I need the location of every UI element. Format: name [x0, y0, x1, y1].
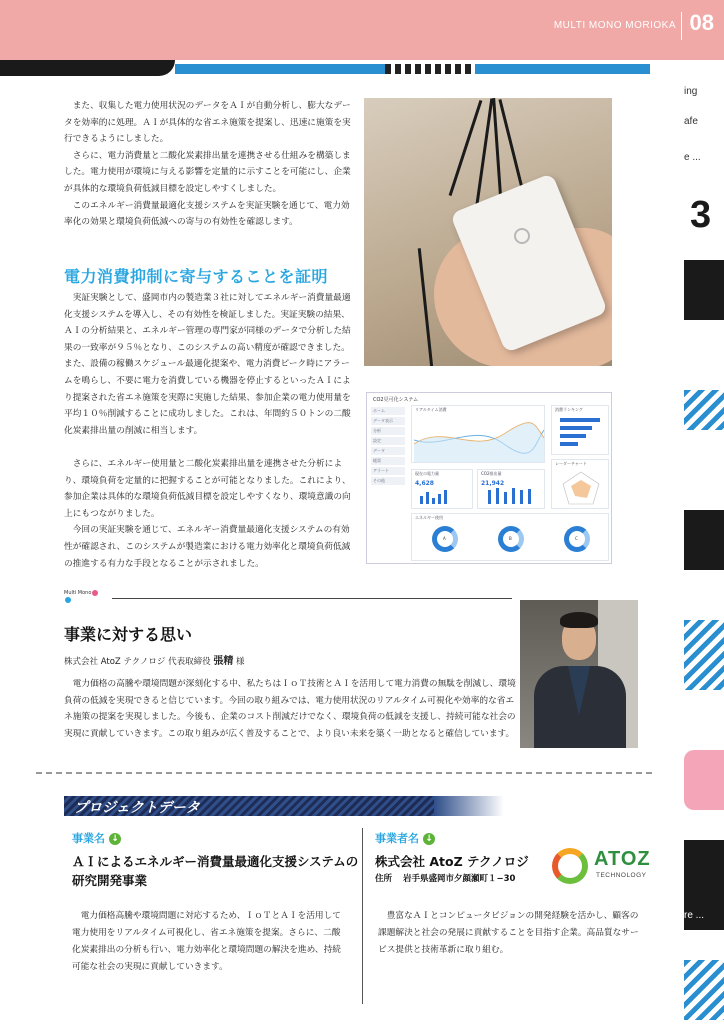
edge-zigzag: [684, 390, 724, 430]
header-band: [0, 0, 724, 60]
company-address: [375, 872, 515, 884]
project-description: [72, 908, 348, 976]
dashboard-sidebar: [371, 407, 405, 483]
project-data-heading: プロジェクトデータ: [74, 800, 200, 816]
byline-company-role: 株式会社 AtoZ テクノロジ 代表取締役: [64, 657, 211, 667]
dashboard-card-title: エネルギー使用: [415, 515, 443, 520]
company-description-text: 豊富なＡＩとコンピュータビジョンの開発経験を活かし、顧客の課題解決と社会の発展に貢献することを目指す企業。高品質なサービス提供と技術革新に取り組む。: [378, 911, 639, 955]
dashboard-radar-card: [551, 459, 609, 509]
section-heading-proof: 電力消費抑制に寄与することを証明: [64, 267, 329, 286]
project-name-label-row: [72, 830, 121, 846]
section1-text-part2: [64, 456, 358, 572]
section1-paragraph-3: 今回の実証実験を通じて、エネルギー消費量最適化支援システムの有効性が確認され、このシステムが製造業における電力効率化と環境負荷低減の推進する有力な手段となることが示されました。: [64, 525, 351, 569]
dashboard-title: CO2見可化システム: [373, 397, 419, 403]
decor-blue-bar-2: [475, 64, 650, 74]
dashboard-menu-item: アラート: [371, 467, 405, 475]
atoz-logo-sub: TECHNOLOGY: [596, 872, 647, 879]
dashboard-menu-item: 分析: [371, 427, 405, 435]
dashboard-ring-label: C: [575, 536, 578, 541]
dashboard-menu-item: 設定: [371, 437, 405, 445]
dashboard-value: 21,942: [481, 480, 505, 487]
intro-paragraph-1: また、収集した電力使用状況のデータをＡＩが自動分析し、膨大なデータを効率的に処理。ＡＩが具体的な省エネ施策を提案し、迅速に施策を実行できるようにしました。: [64, 101, 351, 145]
dashboard-ring-label: A: [443, 536, 446, 541]
dashboard-card-title: 消費ランキング: [555, 407, 583, 412]
byline-person: 張精: [213, 656, 234, 667]
intro-text: [64, 98, 356, 231]
decor-blue-bar: [175, 64, 385, 74]
column-divider: [362, 828, 363, 1004]
message-paragraph: 電力価格の高騰や環境問題が深刻化する中、私たちはＩｏＴ技術とＡＩを活用して電力消費の無駄を削減し、環境負荷の低減を実現できると信じています。今回の取り組みでは、電力使用状況のリアルタイム可視化や効率的な省エネ施策の提案を実現しました。今後も、企業のコスト削減だけでなく、環境負荷の低減を支援し、持続可能な社会の実現に貢献していきます。この取り組みが広く普及することで、より良い未来を築く一助となると確信しています。: [64, 679, 516, 739]
address-label: 住所: [375, 874, 393, 884]
edge-black-block: [684, 260, 724, 320]
message-heading: 事業に対する思い: [64, 625, 193, 644]
download-arrow-icon: ↓: [109, 833, 121, 845]
project-name-label: 事業名: [72, 832, 105, 845]
section1-paragraph-2: さらに、エネルギー使用量と二酸化炭素排出量を連携させた分析により、環境負荷を定量的に把握することが可能となりました。これにより、参加企業は具体的な環境負荷低減目標を設定しやすくなり、環境意識の向上にもつながりました。: [64, 459, 351, 519]
next-page-edge: [666, 60, 724, 1024]
edge-zigzag-2: [684, 620, 724, 690]
ceo-portrait: [520, 600, 638, 748]
dashboard-value-card-2: [477, 469, 545, 509]
edge-text-2: afe: [684, 116, 698, 127]
edge-pink-shape: [684, 750, 724, 810]
decorative-strip: [0, 60, 650, 86]
dashboard-card-title: 現在の電力量: [415, 471, 439, 476]
section1-text-part1: [64, 290, 358, 439]
edge-digit: 3: [690, 194, 712, 236]
message-body: [64, 676, 516, 742]
dashboard-ranking-card: [551, 405, 609, 455]
dashboard-value: 4,628: [415, 480, 434, 487]
dashboard-card-title: CO2排出量: [481, 471, 502, 476]
project-description-text: 電力価格高騰や環境問題に対応するため、ＩｏＴとＡＩを活用して電力使用をリアルタイム可視化し、省エネ施策を提案。さらに、二酸化炭素排出の分析も行い、電力効率化と環境問題の解決を進め、持続可能な社会の実現に貢献していきます。: [72, 911, 341, 972]
message-byline: [64, 652, 245, 667]
download-arrow-icon: ↓: [423, 833, 435, 845]
company-name: 株式会社 AtoZ テクノロジ: [375, 854, 529, 869]
dashboard-ring-label: B: [509, 536, 512, 541]
operator-label: 事業者名: [375, 832, 419, 845]
edge-text-1: ing: [684, 86, 698, 97]
byline-honorific: 様: [236, 657, 245, 667]
magazine-title: MULTI MONO MORIOKA: [553, 20, 676, 31]
project-name: ＡＩによるエネルギー消費量最適化支援システムの研究開発事業: [72, 854, 359, 888]
dashboard-screenshot: [366, 392, 612, 564]
dashboard-card-title: レーダーチャート: [555, 461, 587, 466]
address-value: 岩手県盛岡市夕顔瀬町１−30: [402, 874, 516, 884]
dashboard-menu-item: その他: [371, 477, 405, 485]
edge-text-4: re ...: [684, 910, 705, 921]
dashboard-radar-chart: [561, 470, 601, 506]
atoz-logo: [552, 846, 662, 886]
decor-black-shape: [0, 60, 175, 76]
atoz-logo-mark-icon: [552, 848, 588, 884]
intro-paragraph-2: さらに、電力消費量と二酸化炭素排出量を連携させる仕組みを構築しました。電力使用が環境に与える影響を定量的に示すことを可能にし、企業が具体的な環境負荷低減目標を設定しやすくしました。: [64, 150, 351, 194]
operator-label-row: [375, 830, 435, 846]
intro-paragraph-3: このエネルギー消費量最適化支援システムを実証実験を通じて、電力効率化の効果と環境負荷低減への寄与の有効性を確認します。: [64, 200, 350, 228]
dashboard-ring-card: [411, 513, 609, 561]
dashboard-value-card: [411, 469, 473, 509]
page-number: 08: [689, 10, 714, 35]
edge-black-block-2: [684, 510, 724, 570]
project-data-banner-fade: [434, 796, 504, 816]
dashboard-menu-item: 帳票: [371, 457, 405, 465]
atoz-logo-word: ATOZ: [594, 848, 651, 870]
header-divider: [681, 12, 682, 40]
dashboard-menu-item: データ: [371, 447, 405, 455]
dashboard-line-card: [411, 405, 545, 463]
mini-logo-text: Multi Mono: [64, 590, 92, 596]
dashboard-card-title: リアルタイム消費: [415, 407, 447, 412]
edge-text-3: e ...: [684, 152, 701, 163]
decor-striped-bar: [385, 64, 475, 74]
section1-paragraph-1: 実証実験として、盛岡市内の製造業３社に対してエネルギー消費量最適化支援システムを導入し、その有効性を検証しました。実証実験の結果、ＡＩの分析結果と、エネルギー管理の専門家が同様のデータで分析した結果の一致率が９５％となり、このシステムの高い精度が確認できました。また、設備の稼働スケジュール最適化提案や、電力消費ピーク時にアラームを鳴らし、不要に電力を消費している機器を停止するといったＡＩにより提案された省エネ施策を実際に実施した結果、参加企業の電力使用量を平均１０％削減することに成功しました。これは、年間約５０トンの二酸化炭素排出量の削減に相当します。: [64, 293, 351, 436]
company-description: [378, 908, 644, 959]
device-photo: [364, 98, 612, 366]
dashboard-menu-item: データ表示: [371, 417, 405, 425]
dashboard-menu-item: ホーム: [371, 407, 405, 415]
edge-zigzag-3: [684, 960, 724, 1020]
magazine-mini-logo: [64, 590, 104, 602]
dashboard-line-chart: [414, 414, 544, 462]
section-divider: [112, 598, 512, 599]
